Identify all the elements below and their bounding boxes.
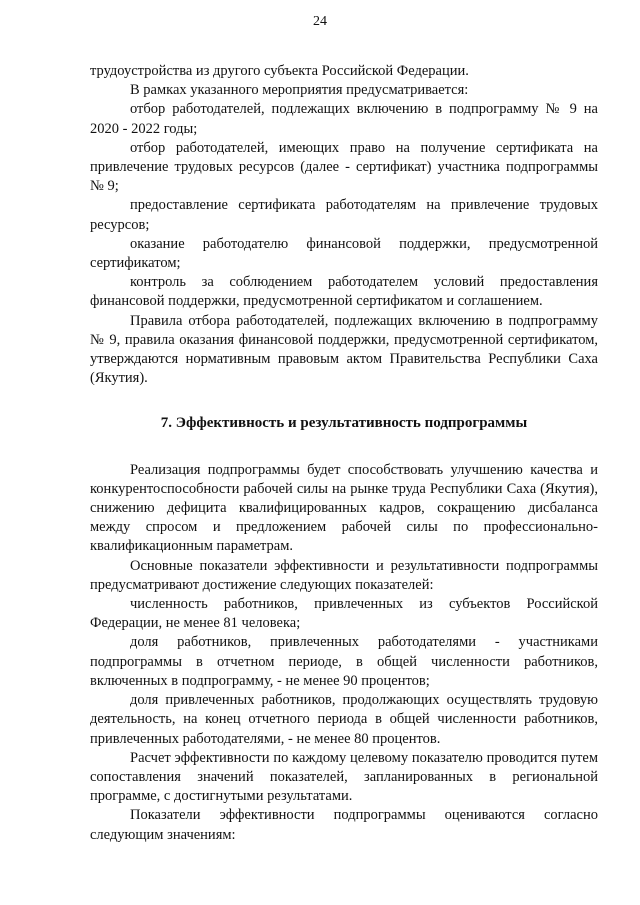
list-item: численность работников, привлеченных из субъектов Российской Федерации, не менее 81 человека; [90, 596, 598, 632]
paragraph: В рамках указанного мероприятия предусматривается: [130, 82, 469, 99]
list-item: отбор работодателей, имеющих право на получение сертификата на привлечение трудовых ресурсов (далее - сертификат) участника подпрограммы № 9; [90, 139, 598, 195]
list-item: доля привлеченных работников, продолжающих осуществлять трудовую деятельность, на конец отчетного периода в общей численности работников, привлеченных работодателями, - не менее 80 процентов. [90, 692, 598, 747]
paragraph: Реализация подпрограммы будет способствовать улучшению качества и конкурентоспособности рабочей силы на рынке труда Республики Саха (Якутия), снижению дефицита квалифицированных кадров, сокращению дисбаланса между спросом и предложением рабочей силы по профессионально-квалификационным параметрам. [90, 461, 598, 555]
list-item: оказание работодателю финансовой поддержки, предусмотренной сертификатом; [90, 235, 598, 272]
paragraph: Основные показатели эффективности и результативности подпрограммы предусматривают достижение следующих показателей: [90, 557, 598, 593]
paragraph: Показатели эффективности подпрограммы оцениваются согласно следующим значениям: [90, 807, 598, 843]
list-item: контроль за соблюдением работодателем условий предоставления финансовой поддержки, предусмотренной сертификатом и соглашением. [90, 274, 598, 310]
document-body [90, 62, 598, 845]
list-item: предоставление сертификата работодателям на привлечение трудовых ресурсов; [90, 197, 598, 233]
paragraph: Правила отбора работодателей, подлежащих включению в подпрограмму № 9, правила оказания финансовой поддержки, предусмотренной сертификатом, утверждаются нормативным правовым актом Правительства Республики Саха (Якутия). [90, 312, 598, 387]
list-item: отбор работодателей, подлежащих включению в подпрограмму № 9 на 2020 - 2022 годы; [90, 101, 598, 137]
page-number: 24 [313, 14, 327, 29]
list-item: доля работников, привлеченных работодателями - участниками подпрограммы в отчетном периоде, в общей численности работников, включенных в подпрограмму, - не менее 90 процентов; [90, 634, 598, 689]
paragraph: Расчет эффективности по каждому целевому показателю проводится путем сопоставления значений показателей, запланированных в региональной программе, с достигнутыми результатами. [90, 749, 598, 805]
section-heading: 7. Эффективность и результативность подпрограммы [160, 415, 528, 432]
paragraph-continuation: трудоустройства из другого субъекта Российской Федерации. [90, 63, 469, 79]
